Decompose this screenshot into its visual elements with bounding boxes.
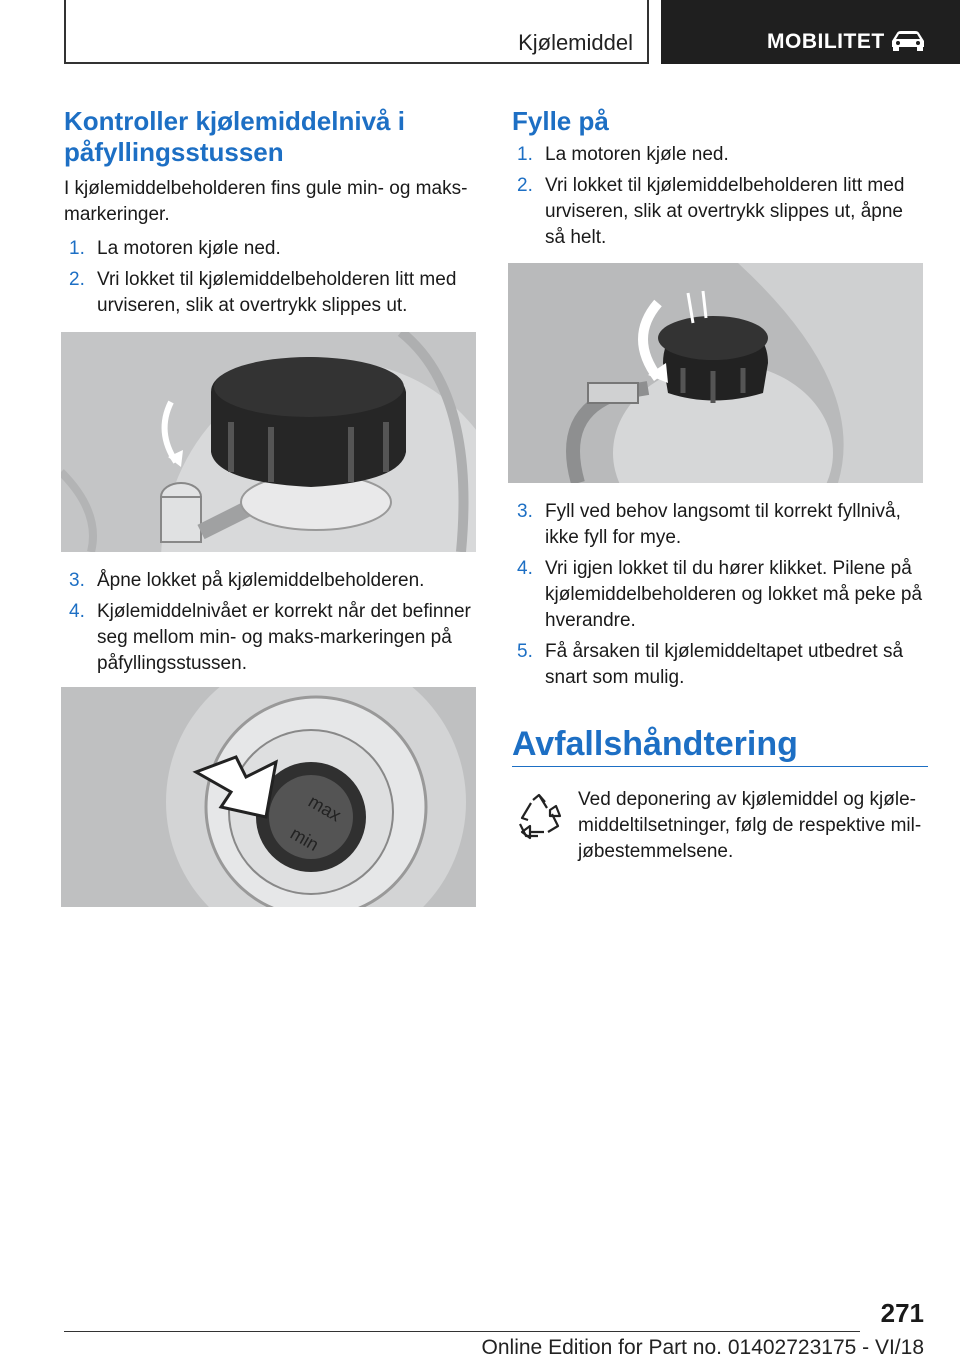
coolant-cap-figure: [61, 332, 476, 552]
left-steps-b: [64, 563, 476, 677]
header-section-box: [64, 0, 649, 64]
header-section-title: Kjølemiddel: [518, 30, 633, 55]
footer-divider: [64, 1331, 860, 1332]
step-number: 3.: [69, 570, 85, 591]
step-number: 4.: [517, 558, 533, 579]
left-section-title: Kontroller kjølemiddelnivå i påfyllingsstussen: [64, 106, 405, 167]
right-steps-b: [512, 494, 928, 691]
step-item: [64, 568, 476, 594]
step-item: [512, 639, 928, 691]
filler-neck-figure: [61, 687, 476, 907]
disposal-title: Avfallshåndtering: [512, 725, 798, 763]
step-number: 5.: [517, 641, 533, 662]
max-label: max: [305, 791, 345, 826]
car-icon: [889, 28, 927, 52]
left-steps-a: [64, 236, 476, 319]
step-item: [512, 499, 928, 551]
step-text: Vri lokket til kjølemiddelbeholderen litt med urviseren, slik at overtrykk slippes ut.: [97, 269, 457, 316]
step-item: [64, 267, 476, 319]
section-divider: [512, 766, 928, 767]
step-text: Vri igjen lokket til du hører klikket. Pilene på kjølemiddelbeholderen og lokket må peke på hverandre.: [545, 558, 923, 631]
opening-cap-figure: [508, 263, 923, 483]
step-text: Åpne lokket på kjølemiddelbeholderen.: [97, 570, 425, 591]
header-tab-label: MOBILITET: [767, 30, 885, 53]
right-column: [512, 106, 928, 251]
step-number: 1.: [517, 144, 533, 165]
disposal-section: [512, 724, 928, 767]
step-text: Få årsaken til kjølemiddeltapet utbedret så snart som mulig.: [545, 641, 904, 688]
step-number: 1.: [69, 238, 85, 259]
step-text: Kjølemiddelnivået er korrekt når det befinner seg mellom min- og maks-markeringen på påfyllingsstussen.: [97, 601, 471, 674]
left-intro: I kjølemiddelbeholderen fins gule min- og maks-markeringer.: [64, 178, 468, 225]
step-item: [64, 236, 476, 262]
step-number: 3.: [517, 501, 533, 522]
disposal-text: Ved deponering av kjølemiddel og kjøle-middeltilsetninger, følg de respektive mil-jøbestemmelsene.: [578, 789, 922, 862]
left-column: [64, 106, 476, 319]
step-number: 4.: [69, 601, 85, 622]
step-number: 2.: [517, 175, 533, 196]
header-tab-box: [661, 0, 960, 64]
step-item: [512, 173, 928, 251]
step-text: La motoren kjøle ned.: [545, 144, 729, 165]
step-item: [64, 599, 476, 677]
step-item: [512, 556, 928, 634]
recycle-icon: [514, 792, 564, 842]
step-item: [512, 142, 928, 168]
right-section-title: Fylle på: [512, 106, 609, 136]
page-number: 271: [880, 1298, 924, 1328]
footer-edition: Online Edition for Part no. 01402723175 - VI/18: [481, 1336, 924, 1359]
step-number: 2.: [69, 269, 85, 290]
min-label: min: [287, 823, 323, 855]
step-text: Vri lokket til kjølemiddelbeholderen litt med urviseren, slik at overtrykk slippes ut, åpne så helt.: [545, 175, 905, 248]
step-text: La motoren kjøle ned.: [97, 238, 281, 259]
step-text: Fyll ved behov langsomt til korrekt fyllnivå, ikke fyll for mye.: [545, 501, 901, 548]
right-steps-a: [512, 142, 928, 251]
